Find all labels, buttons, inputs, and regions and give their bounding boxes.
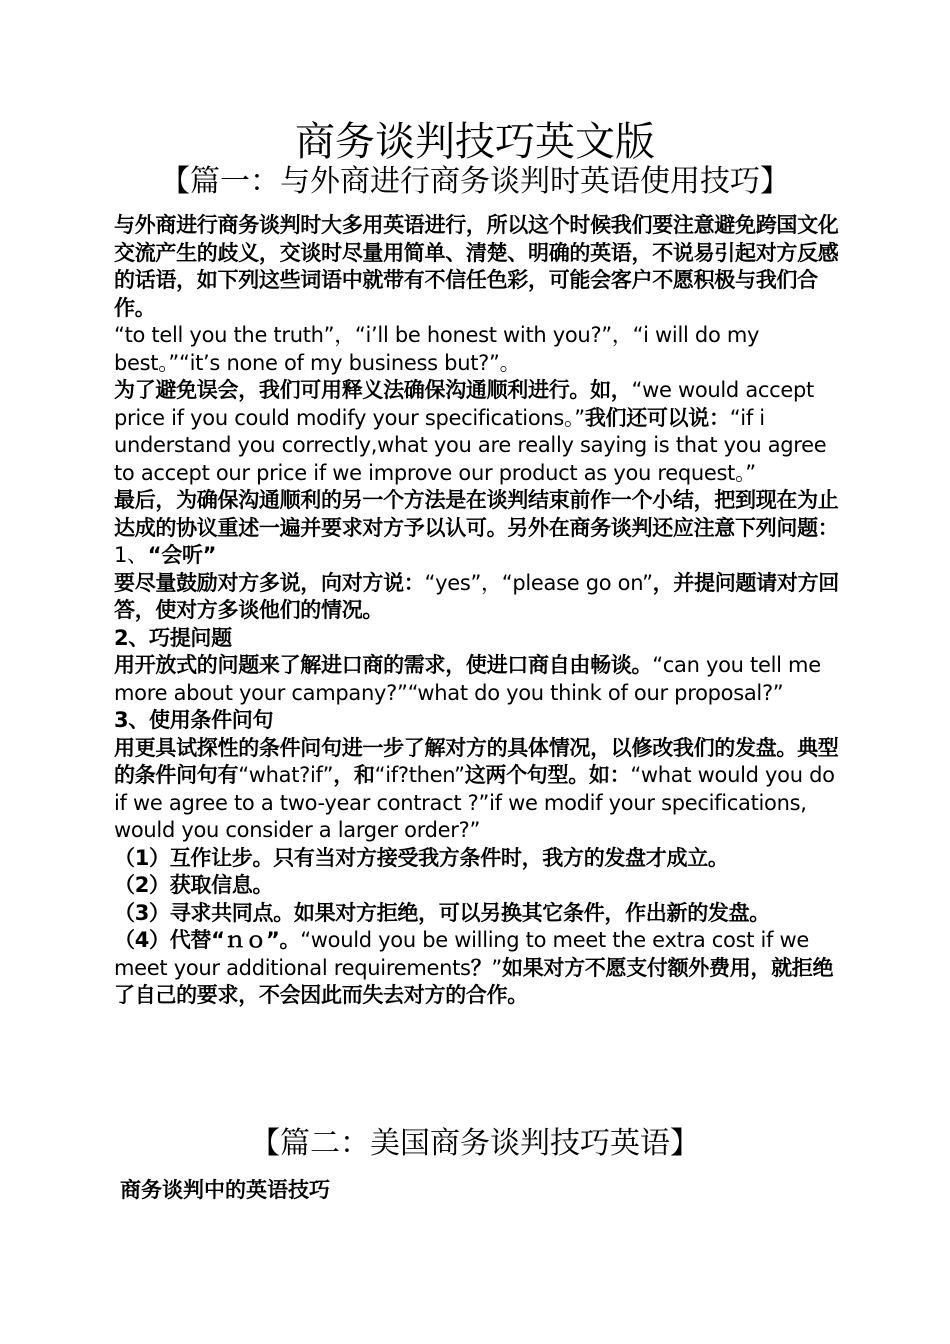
document-title: 商务谈判技巧英文版 bbox=[295, 119, 655, 165]
section2-subheading: 商务谈判中的英语技巧 bbox=[120, 1178, 330, 1202]
point-4-lead: （4）代替“ｎｏ”。 bbox=[114, 928, 301, 952]
paraphrase-connector: 我们还可以说： bbox=[584, 405, 730, 430]
paragraph-conditional bbox=[114, 735, 844, 845]
paraphrase-lead: 为了避免误会，我们可用释义法确保沟通顺利进行。如， bbox=[114, 378, 632, 402]
numbered-point-3: （3）寻求共同点。如果对方拒绝，可以另换其它条件，作出新的发盘。 bbox=[114, 900, 771, 925]
section1-body bbox=[114, 212, 844, 1010]
section1-heading: 【篇一：与外商进行商务谈判时英语使用技巧】 bbox=[160, 164, 790, 199]
point-4-close-quote: ” bbox=[491, 955, 502, 980]
listening-lead: 要尽量鼓励对方多说，向对方说： bbox=[114, 570, 425, 595]
conditional-pattern-2: “if?then” bbox=[374, 763, 465, 787]
paragraph-summary: 最后，为确保沟通顺利的另一个方法是在谈判结束前作一个小结，把到现在为止达成的协议重述一遍并要求对方予以认可。另外在商务谈判还应注意下列问题： bbox=[114, 488, 839, 540]
questions-quote: “can you tell me more about your campany?”“what do you think of our proposal?” bbox=[114, 653, 821, 705]
list-item-1-number: 1、 bbox=[114, 543, 148, 567]
point-4-quote: “would you be willing to meet the extra cost if we meet your additional requirements bbox=[114, 928, 810, 980]
conditional-lead: 用更具试探性的条件问句进一步了解对方的具体情况，以修改我们的发盘。典型的条件问句有 bbox=[114, 735, 839, 787]
numbered-point-2: （2）获取信息。 bbox=[114, 873, 274, 897]
point-4-tail: 如果对方不愿支付额外费用，就拒绝了自己的要求，不会因此而失去对方的合作。 bbox=[114, 955, 834, 1007]
conditional-example: “what would you do if we agree to a two-year contract ?”if we modif your specifications, would you consider a larger order?” bbox=[114, 763, 835, 842]
list-item-3-heading: 3、使用条件问句 bbox=[114, 708, 274, 732]
paraphrase-quote-2: “if i understand you correctly,what you are really saying is that you agree to accept our price if we improve our product as you request。” bbox=[114, 405, 827, 485]
list-item-1-label: “会听” bbox=[147, 543, 217, 567]
conditional-tail: 这两个句型。如： bbox=[464, 763, 631, 787]
paragraph-questions bbox=[114, 652, 844, 707]
conditional-pattern-1: “what?if” bbox=[238, 763, 334, 787]
paragraph-paraphrase bbox=[114, 377, 844, 487]
list-item-1-heading bbox=[114, 542, 844, 570]
conditional-and: ，和 bbox=[333, 763, 375, 787]
numbered-point-4 bbox=[114, 927, 844, 1010]
paragraph-intro: 与外商进行商务谈判时大多用英语进行，所以这个时候我们要注意避免跨国文化交流产生的歧义，交谈时尽量用简单、清楚、明确的英语，不说易引起对方反感的话语，如下列这些词语中就带有不信任色彩，可能会客户不愿积极与我们合作。 bbox=[114, 213, 839, 320]
paraphrase-quote-1: “we would accept price if you could modify your specifications。” bbox=[114, 378, 814, 430]
paragraph-listening bbox=[114, 570, 844, 625]
listening-tail: ，并提问题请对方回答，使对方多谈他们的情况。 bbox=[114, 570, 839, 622]
list-item-2-heading: 2、巧提问题 bbox=[114, 625, 232, 650]
numbered-point-1: （1）互作让步。只有当对方接受我方条件时，我方的发盘才成立。 bbox=[114, 845, 729, 870]
listening-quote: “yes”，“please go on” bbox=[424, 570, 653, 595]
paragraph-phrases: “to tell you the truth”，“i’ll be honest with you?”，“i will do my best。”“it’s none of my business but?”。 bbox=[114, 323, 760, 375]
questions-lead: 用开放式的问题来了解进口商的需求，使进口商自由畅谈。 bbox=[114, 653, 653, 677]
point-4-question-mark: ？ bbox=[470, 955, 492, 980]
section2-heading: 【篇二：美国商务谈判技巧英语】 bbox=[250, 1126, 700, 1161]
